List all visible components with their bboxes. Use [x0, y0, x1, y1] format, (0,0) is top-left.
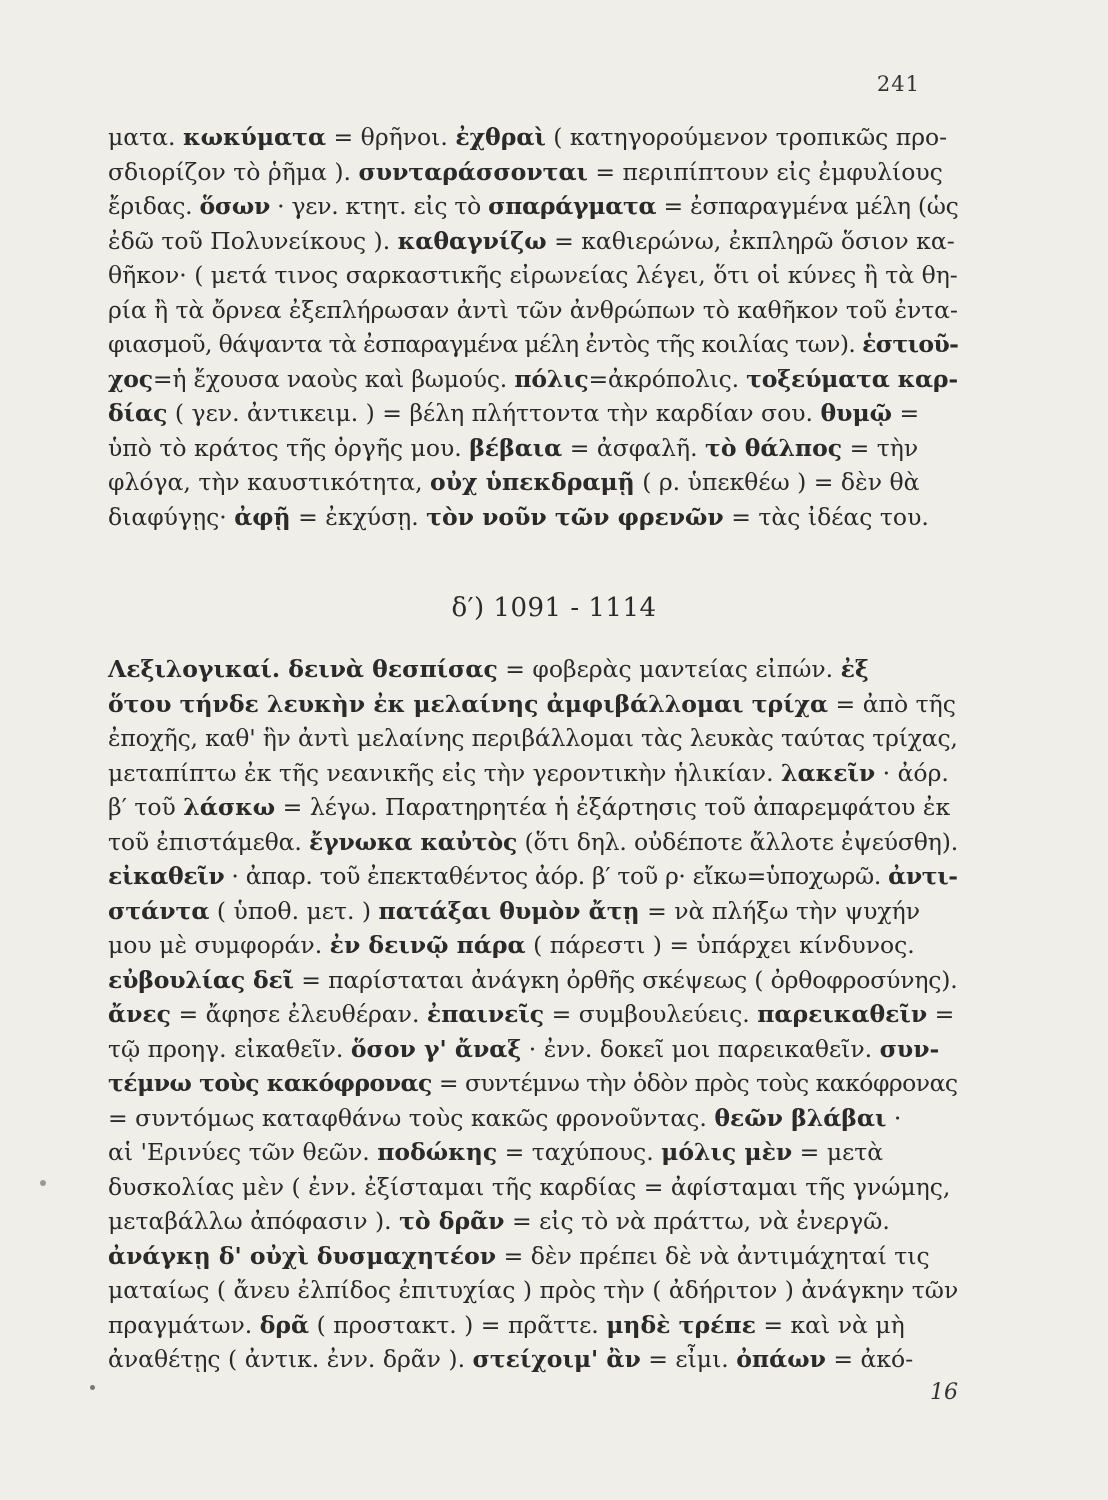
gloss-text: ·: [886, 1103, 902, 1132]
lemma-term: ἐπαινεῖς: [426, 1000, 545, 1028]
gloss-text: = θρῆνοι.: [326, 123, 456, 151]
text-line: [108, 293, 958, 328]
gloss-text: = τὰς ἰδέας του.: [723, 502, 929, 531]
lemma-term: εἰκαθεῖν: [108, 862, 225, 890]
gloss-text: = ἐσπαραγμένα μέλη (ὡς: [656, 192, 959, 220]
gloss-text: = ἄφησε ἐλευθέραν.: [170, 1000, 427, 1028]
text-line: [108, 1032, 958, 1067]
text-line: [108, 756, 958, 791]
gloss-text: δυσκολίας μὲν ( ἐνν. ἐξίσταμαι τῆς καρδίας = ἀφίσταμαι τῆς γνώμης,: [108, 1172, 951, 1201]
page-number: 241: [876, 72, 920, 96]
gloss-text: θῆκον· ( μετά τινος σαρκαστικῆς εἰρωνείας λέγει, ὅτι οἱ κύνες ἢ τὰ θη-: [108, 261, 958, 289]
lemma-term: ὅσων: [199, 192, 270, 220]
gloss-text: = συμβουλεύεις.: [544, 1000, 758, 1028]
text-line: [108, 120, 958, 155]
gloss-text: (ὅτι δηλ. οὐδέποτε ἄλλοτε ἐψεύσθη).: [517, 827, 959, 856]
lemma-term: λακεῖν: [781, 758, 876, 787]
lemma-term: πατάξαι θυμὸν ἄτῃ: [378, 896, 640, 925]
commentary-block-1: [108, 120, 958, 534]
lemma-term: συν-: [879, 1034, 940, 1063]
gloss-text: = μετὰ: [792, 1138, 884, 1166]
gloss-text: ( ὑποθ. μετ. ): [209, 896, 379, 925]
lemma-term: δρᾶ: [259, 1310, 310, 1339]
text-line: [108, 825, 958, 860]
lemma-term: τὸ δρᾶν: [399, 1207, 505, 1235]
lemma-term: οὐχ ὑπεκδραμῇ: [430, 468, 635, 496]
gloss-text: ρία ἢ τὰ ὄρνεα ἐξεπλήρωσαν ἀντὶ τῶν ἀνθρώπων τὸ καθῆκον τοῦ ἐντα-: [108, 295, 958, 324]
text-line: [108, 1066, 958, 1101]
gloss-text: · γεν. κτητ. εἰς τὸ: [270, 192, 489, 220]
gloss-text: φλόγα, τὴν καυστικότητα,: [108, 468, 431, 496]
text-line: [108, 1308, 958, 1343]
gloss-text: = ἐκχύσῃ.: [290, 502, 427, 531]
gloss-text: σδιορίζον τὸ ῥῆμα ).: [108, 157, 359, 186]
text-line: [108, 894, 958, 929]
gloss-text: ἔριδας.: [108, 192, 200, 220]
lemma-term: ποδώκης: [377, 1138, 498, 1166]
text-line: [108, 500, 958, 535]
text-line: [108, 396, 958, 431]
lemma-term: εὐβουλίας δεῖ: [108, 965, 294, 994]
text-line: [108, 1204, 958, 1239]
text-line: [108, 928, 958, 963]
gloss-text: β′ τοῦ: [108, 793, 184, 821]
text-line: [108, 1239, 958, 1274]
lemma-term: ὀπάων: [736, 1345, 826, 1373]
lemma-term: ὅσον γ' ἄναξ: [350, 1034, 522, 1063]
gloss-text: · ἀόρ.: [875, 758, 949, 787]
gloss-text: διαφύγῃς·: [108, 502, 235, 531]
text-line: [108, 1170, 958, 1205]
text-line: [108, 155, 958, 190]
text-line: [108, 327, 958, 362]
lemma-term: ἔγνωκα καὐτὸς: [309, 827, 518, 856]
lemma-term: ἐξ: [840, 655, 869, 683]
text-line: [108, 997, 958, 1032]
lemma-term: κωκύματα: [182, 123, 327, 151]
text-line: [108, 652, 958, 687]
lemma-term: δίας: [108, 399, 168, 427]
signature-mark: 16: [930, 1380, 958, 1405]
lemma-term: στάντα: [108, 896, 210, 925]
gloss-text: ( πάρεστι ) = ὑπάρχει κίνδυνος.: [525, 931, 915, 959]
gloss-text: ( ρ. ὑπεκθέω ) = δὲν θὰ: [634, 468, 920, 496]
text-line: [108, 721, 958, 756]
text-line: [108, 1101, 958, 1136]
lemma-term: θεῶν βλάβαι: [714, 1103, 887, 1132]
gloss-text: =ἡ ἔχουσα ναοὺς καὶ βωμούς.: [152, 364, 515, 393]
gloss-text: = ἀσφαλῆ.: [562, 433, 706, 462]
text-line: [108, 1135, 958, 1170]
gloss-text: πραγμάτων.: [108, 1310, 260, 1339]
lemma-term: τοξεύματα καρ-: [746, 364, 958, 393]
gloss-text: = ταχύπους.: [497, 1138, 662, 1166]
gloss-text: ἐποχῆς, καθ' ἣν ἀντὶ μελαίνης περιβάλλομαι τὰς λευκὰς ταύτας τρίχας,: [108, 724, 958, 752]
text-line: [108, 1342, 958, 1377]
lemma-term: σπαράγματα: [488, 192, 657, 220]
gloss-text: ( προστακτ. ) = πρᾶττε.: [309, 1310, 607, 1339]
lemma-term: ἑστιοῦ-: [862, 330, 959, 358]
gloss-text: μεταπίπτω ἐκ τῆς νεανικῆς εἰς τὴν γεροντικὴν ἡλικίαν.: [108, 758, 782, 787]
text-line: [108, 258, 958, 293]
text-line: [108, 465, 958, 500]
gloss-text: = περιπίπτουν εἰς ἐμφυλίους: [587, 157, 943, 186]
text-line: [108, 431, 958, 466]
gloss-text: τοῦ ἐπιστάμεθα.: [108, 827, 310, 856]
gloss-text: ὑπὸ τὸ κράτος τῆς ὀργῆς μου.: [108, 433, 470, 462]
gloss-text: = εἰς τὸ νὰ πράττω, νὰ ἐνεργῶ.: [504, 1207, 890, 1235]
gloss-text: = ἀκό-: [825, 1345, 914, 1373]
gloss-text: μου μὲ συμφοράν.: [108, 931, 330, 959]
gloss-text: = νὰ πλήξω τὴν ψυχήν: [639, 896, 921, 925]
gloss-text: · ἐνν. δοκεῖ μοι παρεικαθεῖν.: [521, 1034, 880, 1063]
lemma-term: καθαγνίζω: [397, 226, 547, 255]
text-line: [108, 859, 958, 894]
gloss-text: · ἀπαρ. τοῦ ἐπεκταθέντος ἀόρ. β′ τοῦ ρ· εἴκω=ὑποχωρῶ.: [224, 862, 889, 890]
lemma-term: ἐν δεινῷ πάρα: [329, 931, 526, 959]
gloss-text: =: [892, 399, 920, 427]
commentary-block-2: [108, 652, 958, 1377]
gloss-text: = φοβερὰς μαντείας εἰπών.: [497, 655, 841, 683]
lemma-term: ὅτου τήνδε λευκὴν ἐκ μελαίνης ἀμφιβάλλομαι τρίχα: [108, 689, 829, 718]
margin-speck: [40, 1180, 46, 1186]
gloss-text: ( κατηγορούμενον τροπικῶς προ-: [545, 123, 948, 151]
text-line: [108, 790, 958, 825]
text-line: [108, 189, 958, 224]
gloss-text: = καθιερώνω, ἐκπληρῶ ὅσιον κα-: [546, 226, 955, 255]
section-heading: δ′) 1091 - 1114: [451, 593, 657, 623]
gloss-text: = καὶ νὰ μὴ: [755, 1310, 905, 1339]
gloss-text: =: [927, 1000, 955, 1028]
gloss-text: ἐδῶ τοῦ Πολυνείκους ).: [108, 226, 398, 255]
lemma-term: δεινὰ θεσπίσας: [288, 655, 498, 683]
lemma-term: μόλις μὲν: [661, 1138, 793, 1166]
text-line: [108, 1273, 958, 1308]
lemma-term: τὸ θάλπος: [705, 433, 843, 462]
gloss-text: = συντόμως καταφθάνω τοὺς κακῶς φρονοῦντας.: [108, 1103, 715, 1132]
lemma-term: βέβαια: [469, 433, 563, 462]
gloss-text: = συντέμνω τὴν ὁδὸν πρὸς τοὺς κακόφρονας: [431, 1069, 958, 1097]
lemma-term: παρεικαθεῖν: [757, 1000, 928, 1028]
lemma-term: λάσκω: [183, 793, 276, 821]
gloss-text: =ἀκρόπολις.: [588, 364, 747, 393]
gloss-text: = δὲν πρέπει δὲ νὰ ἀντιμάχηταί τις: [496, 1241, 930, 1270]
gloss-text: = λέγω. Παρατηρητέα ἡ ἐξάρτησις τοῦ ἀπαρεμφάτου ἐκ: [275, 793, 951, 821]
margin-speck: [90, 1385, 95, 1390]
lemma-term: Λεξιλογικαί.: [108, 655, 289, 683]
lemma-term: συνταράσσονται: [358, 157, 588, 186]
lemma-term: θυμῷ: [820, 399, 893, 427]
lemma-term: χος: [108, 364, 153, 393]
lemma-term: ἀνάγκῃ δ' οὐχὶ δυσμαχητέον: [108, 1241, 497, 1270]
gloss-text: = ἀπὸ τῆς: [828, 689, 956, 718]
gloss-text: = τὴν: [842, 433, 919, 462]
lemma-term: ἄνες: [108, 1000, 171, 1028]
gloss-text: ( γεν. ἀντικειμ. ) = βέλη πλήττοντα τὴν καρδίαν σου.: [167, 399, 821, 427]
gloss-text: τῷ προηγ. εἰκαθεῖν.: [108, 1034, 351, 1063]
text-line: [108, 224, 958, 259]
lemma-term: ἀντι-: [888, 862, 958, 890]
text-line: [108, 963, 958, 998]
lemma-term: πόλις: [514, 364, 589, 393]
gloss-text: = εἶμι.: [640, 1345, 737, 1373]
gloss-text: ματα.: [108, 123, 183, 151]
gloss-text: = παρίσταται ἀνάγκη ὀρθῆς σκέψεως ( ὀρθοφροσύνης).: [293, 965, 958, 994]
gloss-text: ματαίως ( ἄνευ ἐλπίδος ἐπιτυχίας ) πρὸς τὴν ( ἀδήριτον ) ἀνάγκην τῶν: [108, 1276, 959, 1304]
lemma-term: τὸν νοῦν τῶν φρενῶν: [426, 502, 724, 531]
text-line: [108, 687, 958, 722]
gloss-text: μεταβάλλω ἀπόφασιν ).: [108, 1207, 400, 1235]
lemma-term: ἐχθραὶ: [455, 123, 546, 151]
lemma-term: ἀφῇ: [234, 502, 291, 531]
gloss-text: αἱ 'Ερινύες τῶν θεῶν.: [108, 1138, 378, 1166]
lemma-term: τέμνω τοὺς κακόφρονας: [108, 1069, 432, 1097]
text-line: [108, 362, 958, 397]
gloss-text: φιασμοῦ, θάψαντα τὰ ἐσπαραγμένα μέλη ἐντὸς τῆς κοιλίας των).: [108, 330, 863, 358]
lemma-term: στείχοιμ' ἂν: [472, 1345, 641, 1373]
lemma-term: μηδὲ τρέπε: [606, 1310, 756, 1339]
gloss-text: ἀναθέτῃς ( ἀντικ. ἐνν. δρᾶν ).: [108, 1345, 473, 1373]
